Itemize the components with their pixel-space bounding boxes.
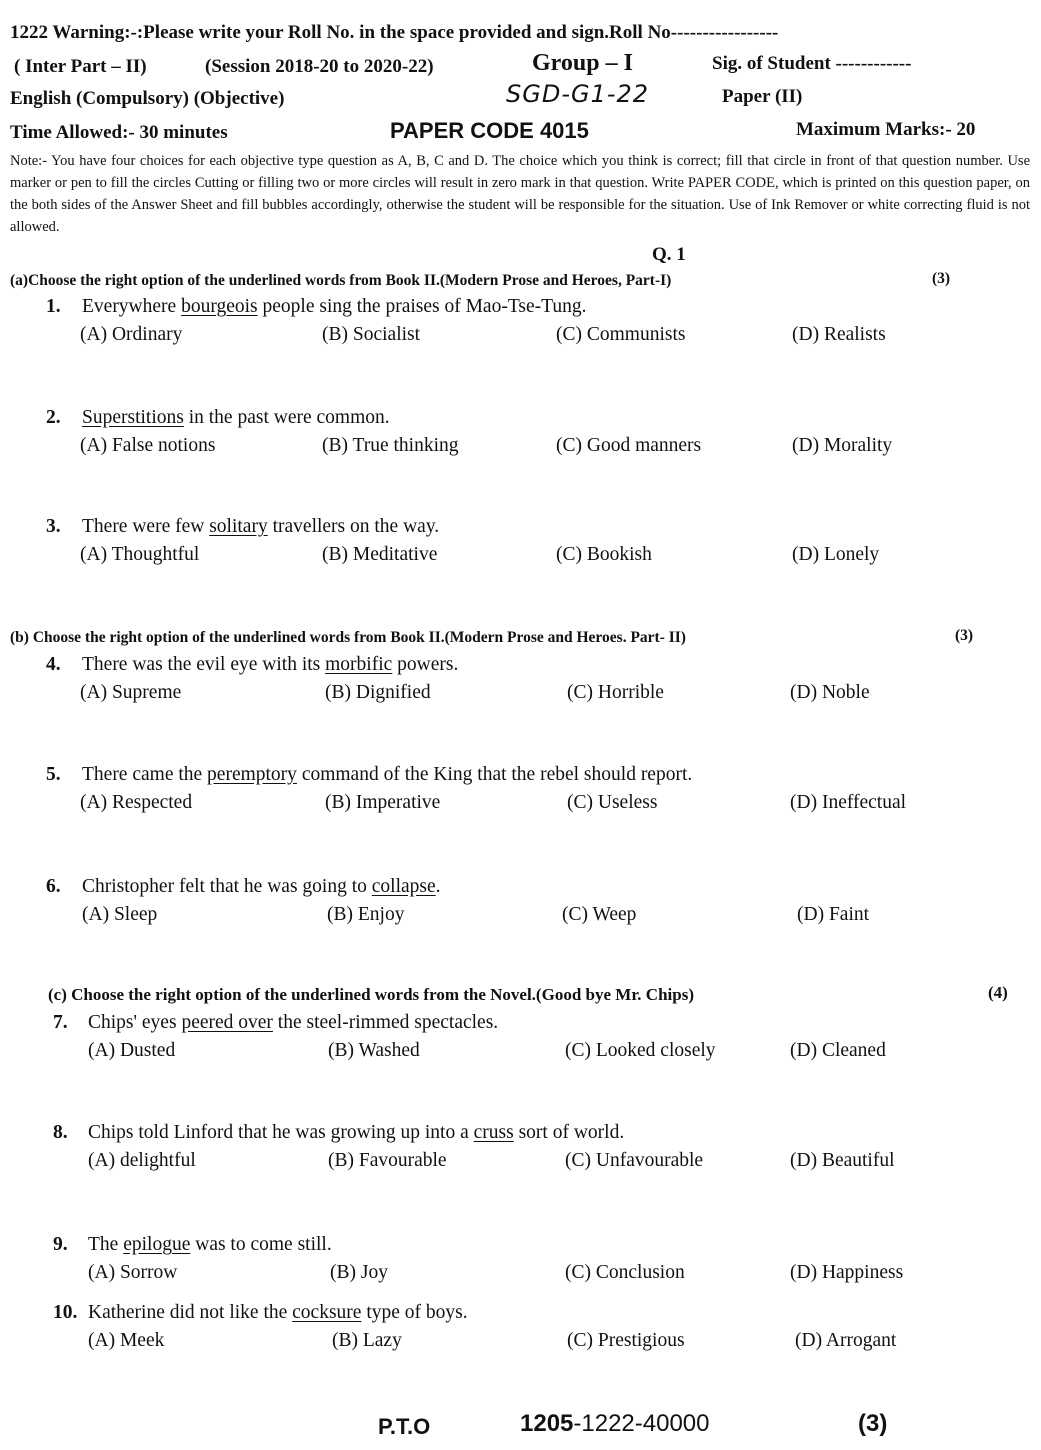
option-d: (D) Realists	[792, 324, 886, 345]
paper-number: Paper (II)	[722, 86, 803, 107]
option-d: (D) Beautiful	[790, 1150, 895, 1171]
page-number: (3)	[858, 1410, 888, 1437]
instructions-note: Note:- You have four choices for each objective type question as A, B, C and D. The choice which you think is correct; fill that circle in front of that question number. Use marker or pen to fill the circles Cutting or filling two or more circles will result in zero mark in that question. Write PAPER CODE, which is printed on this question paper, on the both sides of the Answer Sheet and fill bubbles accordingly, otherwise the student will be responsible for the situation. Use of Ink Remover or white correcting fluid is not allowed.	[10, 153, 1030, 235]
handwritten-code: SGD-G1-22	[506, 80, 650, 108]
option-a: (A) Dusted	[88, 1040, 176, 1061]
question-text: type of boys.	[361, 1302, 468, 1323]
question-number: 5.	[46, 764, 61, 785]
option-d: (D) Arrogant	[795, 1330, 897, 1351]
section-a-marks: (3)	[932, 270, 951, 287]
question-number: 7.	[53, 1012, 68, 1033]
underlined-word: morbific	[325, 654, 393, 675]
option-a: (A) Sleep	[82, 904, 158, 925]
section-c-title: (c) Choose the right option of the underlined words from the Novel.(Good bye Mr. Chips)	[48, 985, 694, 1004]
option-b: (B) Imperative	[325, 792, 441, 813]
question-stem	[82, 876, 441, 898]
question-stem	[88, 1302, 468, 1324]
inter-part: ( Inter Part – II)	[14, 56, 147, 77]
question-text: The	[88, 1234, 124, 1255]
option-c: (C) Weep	[562, 904, 637, 925]
option-b: (B) Dignified	[325, 682, 431, 703]
underlined-word: cocksure	[292, 1302, 362, 1323]
option-c: (C) Good manners	[556, 435, 702, 456]
question-text: There came the	[82, 764, 208, 785]
question-text: command of the King that the rebel should report.	[296, 764, 693, 785]
pto: P.T.O	[378, 1414, 431, 1439]
student-signature: Sig. of Student ------------	[712, 53, 912, 74]
option-c: (C) Conclusion	[565, 1262, 685, 1283]
underlined-word: peered over	[181, 1012, 273, 1033]
time-allowed: Time Allowed:- 30 minutes	[10, 122, 228, 143]
subject: English (Compulsory) (Objective)	[10, 88, 285, 109]
option-d: (D) Ineffectual	[790, 792, 907, 813]
option-b: (B) Washed	[328, 1040, 420, 1061]
section-b-marks: (3)	[955, 627, 974, 644]
option-c: (C) Looked closely	[565, 1040, 716, 1061]
question-text: in the past were common.	[183, 407, 390, 428]
session: (Session 2018-20 to 2020-22)	[205, 56, 434, 77]
option-c: (C) Bookish	[556, 544, 652, 565]
section-c-marks: (4)	[988, 983, 1008, 1002]
option-b: (B) Favourable	[328, 1150, 447, 1171]
question-number: 6.	[46, 876, 61, 897]
question-text: There was the evil eye with its	[82, 654, 326, 675]
underlined-word: bourgeois	[181, 296, 258, 317]
maximum-marks: Maximum Marks:- 20	[796, 119, 976, 140]
option-a: (A) Thoughtful	[80, 544, 200, 565]
option-d: (D) Lonely	[792, 544, 880, 565]
question-stem	[82, 407, 390, 429]
option-a: (A) False notions	[80, 435, 216, 456]
option-a: (A) delightful	[88, 1150, 196, 1171]
section-a-title: (a)Choose the right option of the underlined words from Book II.(Modern Prose and Heroes, Part-I)	[10, 272, 672, 289]
option-a: (A) Ordinary	[80, 324, 183, 345]
question-text: was to come still.	[190, 1234, 332, 1255]
question-label: Q. 1	[652, 244, 686, 265]
question-number: 8.	[53, 1122, 68, 1143]
question-stem	[82, 516, 439, 538]
question-number: 10.	[53, 1302, 78, 1323]
option-b: (B) Enjoy	[327, 904, 405, 925]
question-stem	[88, 1234, 332, 1256]
underlined-word: Superstitions	[82, 407, 184, 428]
question-number: 9.	[53, 1234, 68, 1255]
question-number: 3.	[46, 516, 61, 537]
question-number: 2.	[46, 407, 61, 428]
option-d: (D) Happiness	[790, 1262, 904, 1283]
question-text: Katherine did not like the	[88, 1302, 293, 1323]
question-text: Chips' eyes	[88, 1012, 182, 1033]
option-a: (A) Supreme	[80, 682, 182, 703]
question-text: Christopher felt that he was going to	[82, 876, 372, 897]
question-text: Chips told Linford that he was growing up into a	[88, 1122, 474, 1143]
question-text: powers.	[392, 654, 459, 675]
paper-code: PAPER CODE 4015	[390, 118, 589, 143]
option-c: (C) Communists	[556, 324, 686, 345]
option-c: (C) Unfavourable	[565, 1150, 704, 1171]
question-text: .	[435, 876, 441, 897]
option-b: (B) Socialist	[322, 324, 421, 345]
question-text: the steel-rimmed spectacles.	[272, 1012, 499, 1033]
question-text: Everywhere	[82, 296, 182, 317]
underlined-word: solitary	[209, 516, 268, 537]
footer-code	[520, 1410, 710, 1438]
question-text: There were few	[82, 516, 210, 537]
question-stem	[82, 296, 586, 318]
option-c: (C) Horrible	[567, 682, 664, 703]
option-a: (A) Respected	[80, 792, 193, 813]
option-a: (A) Sorrow	[88, 1262, 178, 1283]
question-text: people sing the praises of Mao-Tse-Tung.	[257, 296, 587, 317]
option-b: (B) Lazy	[332, 1330, 402, 1351]
option-c: (C) Prestigious	[567, 1330, 685, 1351]
question-text: travellers on the way.	[267, 516, 440, 537]
question-stem	[82, 764, 692, 786]
question-stem	[82, 654, 458, 676]
footer-code-rest: -1222-40000	[573, 1410, 710, 1437]
question-number: 4.	[46, 654, 61, 675]
option-d: (D) Morality	[792, 435, 893, 456]
option-c: (C) Useless	[567, 792, 658, 813]
option-d: (D) Noble	[790, 682, 870, 703]
underlined-word: cruss	[473, 1122, 514, 1143]
section-b-title: (b) Choose the right option of the underlined words from Book II.(Modern Prose and Heroes. Part- II)	[10, 629, 686, 646]
option-d: (D) Faint	[797, 904, 870, 925]
option-d: (D) Cleaned	[790, 1040, 886, 1061]
warning-line: 1222 Warning:-:Please write your Roll No. in the space provided and sign.Roll No-----------------	[10, 22, 779, 43]
option-a: (A) Meek	[88, 1330, 165, 1351]
option-b: (B) Meditative	[322, 544, 438, 565]
question-stem	[88, 1012, 498, 1034]
option-b: (B) Joy	[330, 1262, 388, 1283]
option-b: (B) True thinking	[322, 435, 459, 456]
underlined-word: peremptory	[207, 764, 297, 785]
underlined-word: epilogue	[123, 1234, 191, 1255]
underlined-word: collapse	[371, 876, 436, 897]
question-number: 1.	[46, 296, 61, 317]
group: Group – I	[532, 50, 633, 76]
footer-code-bold: 1205	[520, 1410, 574, 1437]
question-text: sort of world.	[513, 1122, 625, 1143]
question-stem	[88, 1122, 624, 1144]
